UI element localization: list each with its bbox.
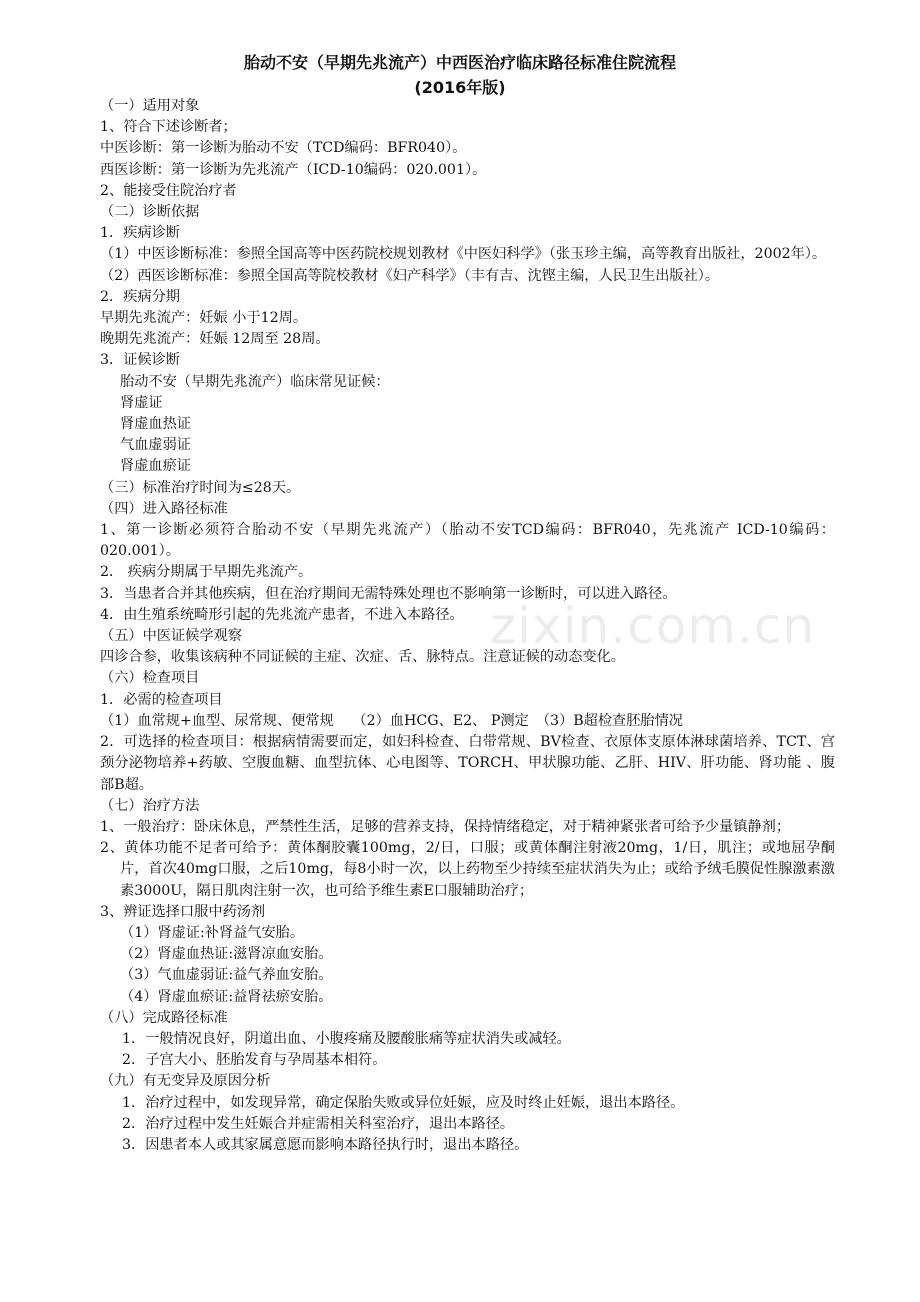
paragraph: 胎动不安（早期先兆流产）临床常见证候：	[120, 373, 390, 390]
document-title: 胎动不安（早期先兆流产）中西医治疗临床路径标准住院流程	[243, 53, 676, 72]
section-heading: （六）检查项目	[100, 670, 200, 687]
watermark: zixin.com.cn	[490, 597, 816, 655]
paragraph: 3．当患者合并其他疾病，但在治疗期间无需特殊处理也不影响第一诊断时，可以进入路径。	[100, 585, 677, 602]
paragraph: 3．证候诊断	[100, 352, 180, 369]
paragraph: 1、第一诊断必须符合胎动不安（早期先兆流产）（胎动不安TCD编码：BFR040，先兆流产 ICD-10编码：020.001）。	[100, 522, 835, 560]
section-heading: （一）适用对象	[100, 98, 200, 114]
paragraph: 晚期先兆流产：妊娠 12周至 28周。	[100, 331, 330, 348]
paragraph: 1．必需的检查项目	[100, 691, 223, 708]
list-item: 1．一般情况良好，阴道出血、小腹疼痛及腰酸胀痛等症状消失或减轻。	[122, 1030, 571, 1047]
section-heading: （九）有无变异及原因分析	[100, 1073, 271, 1090]
paragraph: 1．疾病诊断	[100, 225, 180, 242]
list-item: 3．因患者本人或其家属意愿而影响本路径执行时，退出本路径。	[122, 1136, 529, 1153]
list-item: 肾虚血热证	[120, 416, 191, 433]
list-item: （4）肾虚血瘀证:益肾祛瘀安胎。	[120, 988, 333, 1005]
paragraph: 中医诊断：第一诊断为胎动不安（TCD编码：BFR040）。	[100, 140, 467, 157]
paragraph: 1、符合下述诊断者；	[100, 119, 237, 136]
list-item: （3）气血虚弱证:益气养血安胎。	[120, 967, 333, 984]
list-item: 2．治疗过程中发生妊娠合并症需相关科室治疗，退出本路径。	[122, 1115, 515, 1132]
paragraph: 1、一般治疗：卧床休息，严禁性生活，足够的营养支持，保持情绪稳定，对于精神紧张者可给予少量镇静剂；	[100, 818, 791, 835]
list-item: 肾虚证	[120, 394, 163, 411]
document-subtitle: (2016年版)	[414, 78, 506, 97]
paragraph: 四诊合参，收集该病种不同证候的主症、次症、舌、脉特点。注意证候的动态变化。	[100, 649, 625, 666]
section-heading: （二）诊断依据	[100, 204, 200, 221]
section-heading: （四）进入路径标准	[100, 500, 228, 517]
document-body	[100, 96, 835, 1156]
list-item: （1）肾虚证:补肾益气安胎。	[120, 924, 305, 941]
list-item: 2．子宫大小、胚胎发育与孕周基本相符。	[122, 1052, 387, 1069]
list-item: 气血虚弱证	[120, 437, 191, 454]
section-heading: （五）中医证候学观察	[100, 628, 242, 645]
paragraph: 西医诊断：第一诊断为先兆流产（ICD-10编码：020.001）。	[100, 161, 487, 178]
list-item: 1．治疗过程中，如发现异常，确定保胎失败或异位妊娠，应及时终止妊娠，退出本路径。	[122, 1094, 685, 1111]
paragraph: （1）中医诊断标准：参照全国高等中医药院校规划教材《中医妇科学》（张玉珍主编，高等教育出版社，2002年）。	[100, 246, 827, 263]
section-heading: （七）治疗方法	[100, 797, 200, 814]
paragraph: 2、黄体功能不足者可给予：黄体酮胶囊100mg，2/日，口服；或黄体酮注射液20mg，1/日，肌注；或地屈孕酮片，首次40mg口服，之后10mg，每8小时一次，以上药物至少持续至症状消失为止；或给予绒毛膜促性腺激素激素3000U，隔日肌肉注射一次，也可给予维生素E口服辅助治疗；	[100, 840, 835, 899]
paragraph: 2、能接受住院治疗者	[100, 182, 237, 199]
paragraph: 2． 疾病分期属于早期先兆流产。	[100, 564, 313, 581]
section-heading: （三）标准治疗时间为≤28天。	[100, 479, 301, 496]
list-item: 肾虚血瘀证	[120, 458, 191, 475]
list-item: （2）肾虚血热证:滋肾凉血安胎。	[120, 946, 333, 963]
paragraph: 3、辨证选择口服中药汤剂	[100, 903, 266, 920]
paragraph: 2．可选择的检查项目：根据病情需要而定，如妇科检查、白带常规、BV检查、衣原体支原体淋球菌培养、TCT、宫颈分泌物培养+药敏、空腹血糖、血型抗体、心电图等、TORCH、甲状腺功能、乙肝、HIV、肝功能、肾功能 、腹部B超。	[100, 734, 835, 793]
paragraph: （1）血常规+血型、尿常规、便常规 （2）血HCG、E2、 P测定 （3）B超检查胚胎情况	[100, 712, 683, 729]
paragraph: 4．由生殖系统畸形引起的先兆流产患者，不进入本路径。	[100, 606, 464, 623]
paragraph: 2．疾病分期	[100, 288, 180, 305]
paragraph: 早期先兆流产：妊娠 小于12周。	[100, 310, 308, 327]
paragraph: （2）西医诊断标准：参照全国高等院校教材《妇产科学》（丰有吉、沈铿主编，人民卫生出版社）。	[100, 267, 720, 284]
section-heading: （八）完成路径标准	[100, 1009, 228, 1026]
